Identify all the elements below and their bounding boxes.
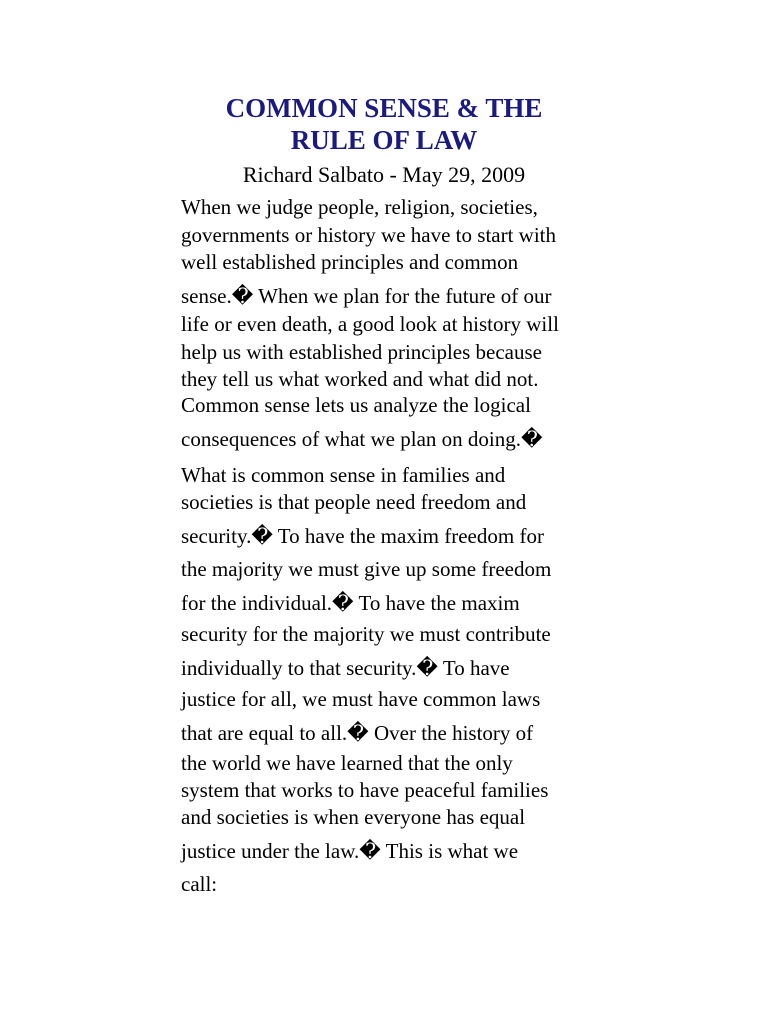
body-line: for the individual.� To have the maxim xyxy=(181,591,520,615)
body-line: What is common sense in families and xyxy=(181,463,506,487)
body-line: sense.� When we plan for the future of our xyxy=(181,284,552,308)
body-line: well established principles and common xyxy=(181,250,519,274)
body-line: that are equal to all.� Over the history of xyxy=(181,721,534,745)
body-line: justice under the law.� This is what we xyxy=(181,839,519,863)
title-line-2: RULE OF LAW xyxy=(290,125,478,155)
body-line: they tell us what worked and what did not. xyxy=(181,367,539,391)
body-line: the majority we must give up some freedom xyxy=(181,557,552,581)
document-title xyxy=(0,92,768,156)
body-line: the world we have learned that the only xyxy=(181,751,513,775)
author-date-byline: Richard Salbato - May 29, 2009 xyxy=(242,162,526,187)
body-line: consequences of what we plan on doing.� xyxy=(181,427,543,451)
title-line-1: COMMON SENSE & THE xyxy=(225,93,543,123)
body-line: governments or history we have to start with xyxy=(181,223,557,247)
body-line: life or even death, a good look at history will xyxy=(181,312,559,336)
body-line: help us with established principles because xyxy=(181,340,542,364)
body-line: security for the majority we must contribute xyxy=(181,622,551,646)
body-line: individually to that security.� To have xyxy=(181,656,510,680)
body-line: system that works to have peaceful families xyxy=(181,778,549,802)
body-line: When we judge people, religion, societies, xyxy=(181,195,538,219)
body-line: and societies is when everyone has equal xyxy=(181,805,526,829)
body-line: security.� To have the maxim freedom for xyxy=(181,524,544,548)
body-line: call: xyxy=(181,872,218,896)
body-line: Common sense lets us analyze the logical xyxy=(181,393,531,417)
body-line: justice for all, we must have common laws xyxy=(181,687,541,711)
body-line: societies is that people need freedom and xyxy=(181,490,527,514)
